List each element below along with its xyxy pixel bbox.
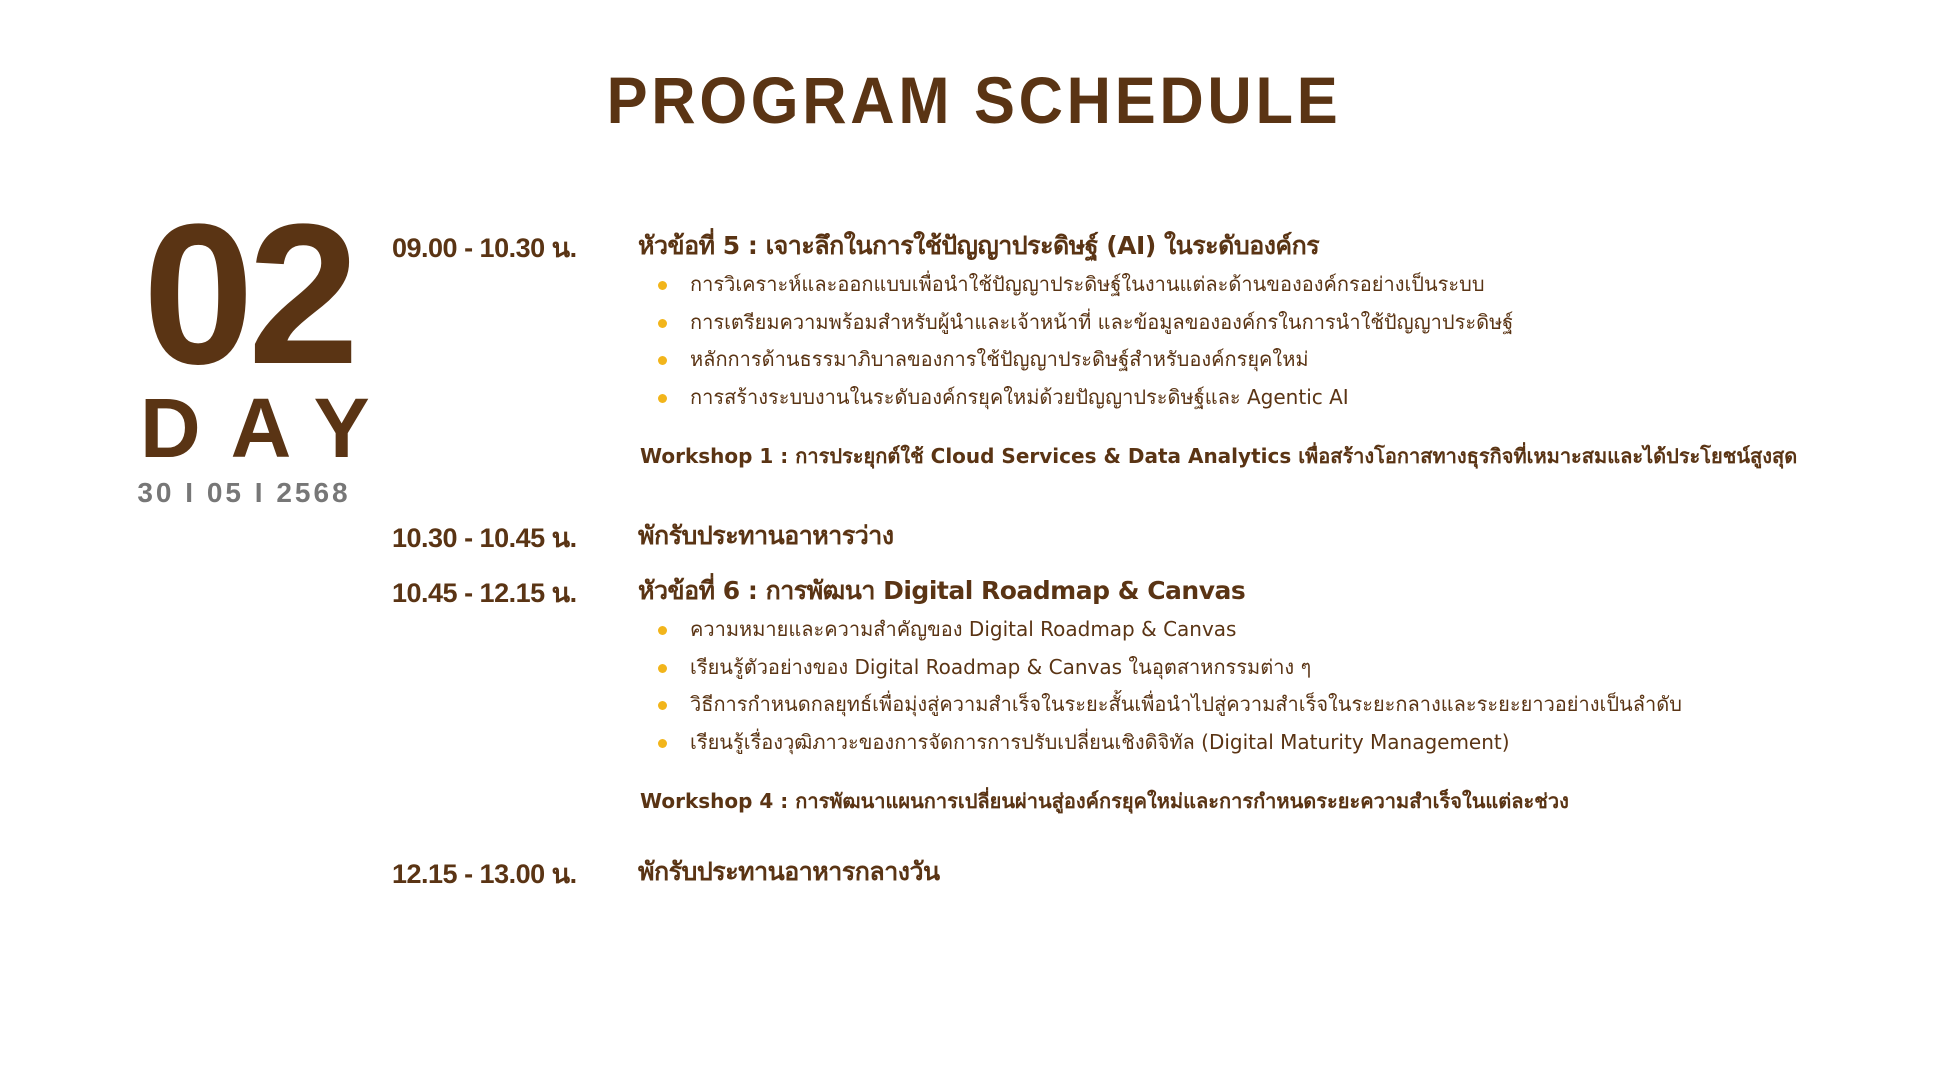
session-bullet-list [658,266,1513,416]
list-item [658,304,1513,342]
session-heading: พักรับประทานอาหารกลางวัน [638,857,940,886]
bullet-text: เรียนรู้เรื่องวุฒิภาวะของการจัดการการปรับเปลี่ยนเชิงดิจิทัล (Digital Maturity Management) [690,729,1510,754]
bullet-text: การวิเคราะห์และออกแบบเพื่อนำใช้ปัญญาประดิษฐ์ในงานแต่ละด้านขององค์กรอย่างเป็นระบบ [690,272,1485,296]
session-heading: หัวข้อที่ 5 : เจาะลึกในการใช้ปัญญาประดิษฐ์ (AI) ในระดับองค์กร [638,231,1320,260]
bullet-text: วิธีการกำหนดกลยุทธ์เพื่อมุ่งสู่ความสำเร็จในระยะสั้นเพื่อนำไปสู่ความสำเร็จในระยะกลางและระยะยาวอย่างเป็นลำดับ [690,692,1682,716]
session-time: 09.00 - 10.30 น. [392,233,577,263]
session-bullet-list [658,611,1682,761]
list-item [658,724,1682,762]
bullet-text: เรียนรู้ตัวอย่างของ Digital Roadmap & Canvas ในอุตสาหกรรมต่าง ๆ [690,654,1312,679]
day-number: 02 [142,183,354,406]
list-item [658,611,1682,649]
bullet-icon [658,701,667,710]
bullet-icon [658,739,667,748]
bullet-icon [658,319,667,328]
session-heading: หัวข้อที่ 6 : การพัฒนา Digital Roadmap & Canvas [638,576,1246,605]
bullet-text: การสร้างระบบงานในระดับองค์กรยุคใหม่ด้วยปัญญาประดิษฐ์และ Agentic AI [690,384,1349,409]
session-heading: พักรับประทานอาหารว่าง [638,521,894,550]
day-word: DAY [140,381,400,475]
list-item [658,686,1682,724]
day-badge [120,183,400,509]
list-item [658,341,1513,379]
session-time: 12.15 - 13.00 น. [392,859,577,889]
session-time: 10.45 - 12.15 น. [392,578,577,608]
bullet-icon [658,281,667,290]
page-title: PROGRAM SCHEDULE [606,63,1342,137]
list-item [658,379,1513,417]
session-time: 10.30 - 10.45 น. [392,523,577,553]
bullet-icon [658,626,667,635]
workshop-line: Workshop 4 : การพัฒนาแผนการเปลี่ยนผ่านสู่องค์กรยุคใหม่และการกำหนดระยะความสำเร็จในแต่ละช่วง [640,789,1569,813]
bullet-icon [658,664,667,673]
bullet-icon [658,394,667,403]
list-item [658,649,1682,687]
bullet-icon [658,356,667,365]
bullet-text: ความหมายและความสำคัญของ Digital Roadmap & Canvas [690,617,1237,641]
bullet-text: หลักการด้านธรรมาภิบาลของการใช้ปัญญาประดิษฐ์สำหรับองค์กรยุคใหม่ [690,347,1309,371]
day-date: 30 I 05 I 2568 [137,477,351,508]
list-item [658,266,1513,304]
workshop-line: Workshop 1 : การประยุกต์ใช้ Cloud Services & Data Analytics เพื่อสร้างโอกาสทางธุรกิจที่เหมาะสมและได้ประโยชน์สูงสุด [640,444,1798,468]
bullet-text: การเตรียมความพร้อมสำหรับผู้นำและเจ้าหน้าที่ และข้อมูลขององค์กรในการนำใช้ปัญญาประดิษฐ์ [690,309,1514,334]
